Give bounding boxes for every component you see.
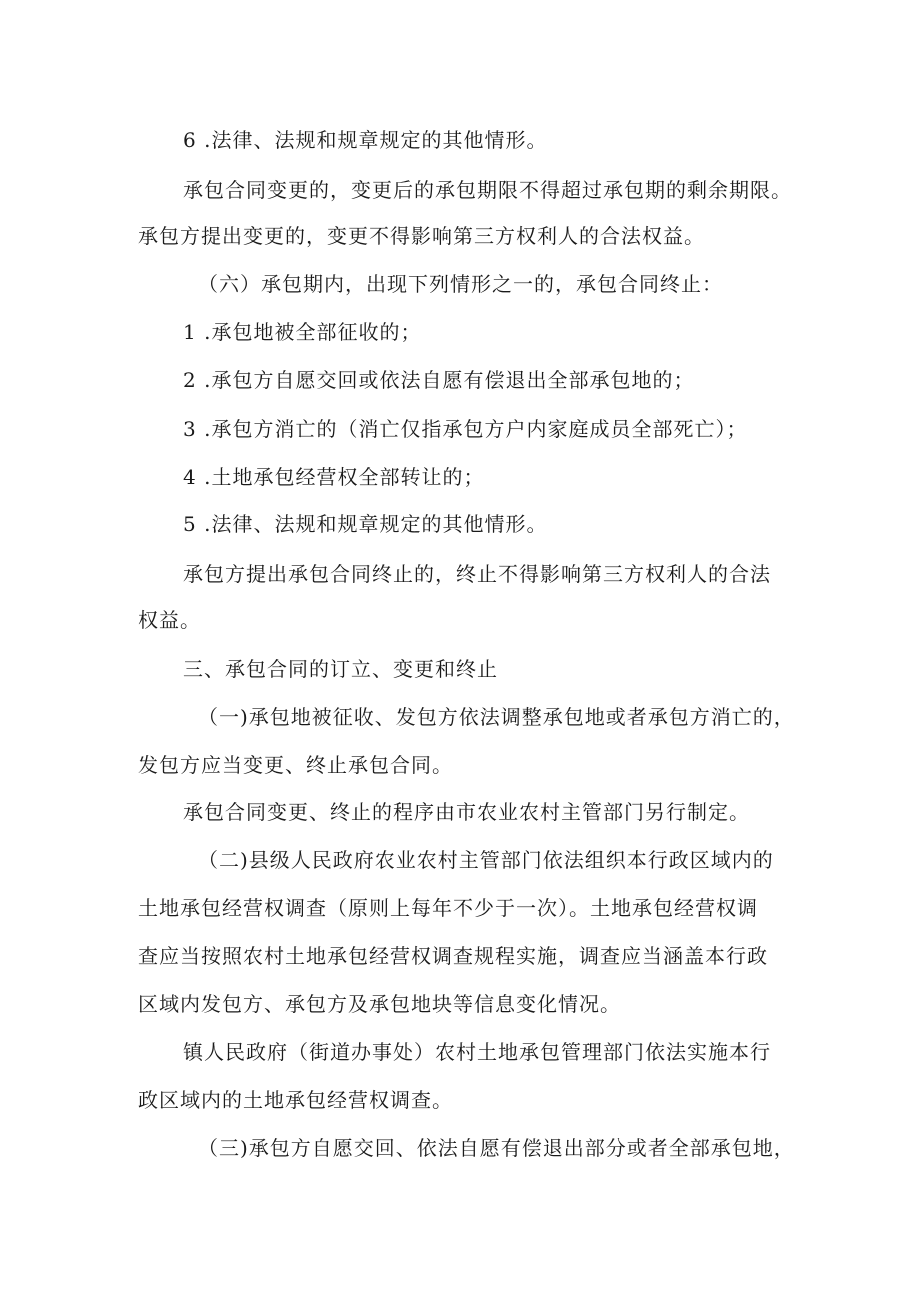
list-item: 5 .法律、法规和规章规定的其他情形。	[183, 512, 548, 536]
paragraph-line: 土地承包经营权调查（原则上每年不少于一次）。土地承包经营权调	[138, 896, 758, 920]
paragraph-line: 镇人民政府（街道办事处）农村土地承包管理部门依法实施本行	[183, 1040, 771, 1064]
paragraph-line: 承包方提出变更的，变更不得影响第三方权利人的合法权益。	[138, 224, 705, 248]
paragraph-line: 承包合同变更的，变更后的承包期限不得超过承包期的剩余期限。	[183, 178, 792, 202]
paragraph-line: 承包方提出承包合同终止的，终止不得影响第三方权利人的合法	[183, 562, 771, 586]
list-item: 2 .承包方自愿交回或依法自愿有偿退出全部承包地的；	[183, 368, 695, 392]
paragraph-line: 政区域内的土地承包经营权调查。	[138, 1088, 453, 1112]
list-item: 1 .承包地被全部征收的；	[183, 320, 422, 344]
paragraph-line: 查应当按照农村土地承包经营权调查规程实施，调查应当涵盖本行政	[138, 944, 768, 968]
paragraph-line: 承包合同变更、终止的程序由市农业农村主管部门另行制定。	[183, 800, 750, 824]
paragraph-line: （一)承包地被征收、发包方依法调整承包地或者承包方消亡的，	[198, 705, 795, 729]
paragraph-line: 6 .法律、法规和规章规定的其他情形。	[183, 128, 548, 152]
paragraph-line: 发包方应当变更、终止承包合同。	[138, 753, 453, 777]
paragraph-line: 权益。	[138, 608, 201, 632]
paragraph-line: （二)县级人民政府农业农村主管部门依法组织本行政区域内的	[198, 848, 774, 872]
list-item: 4 .土地承包经营权全部转让的；	[183, 465, 485, 489]
list-item: 3 .承包方消亡的（消亡仅指承包方户内家庭成员全部死亡）；	[183, 417, 748, 441]
section-heading: 三、承包合同的订立、变更和终止	[183, 657, 498, 681]
paragraph-line: （六）承包期内，出现下列情形之一的，承包合同终止：	[198, 272, 723, 296]
paragraph-line: 区域内发包方、承包方及承包地块等信息变化情况。	[138, 992, 621, 1016]
paragraph-line: （三)承包方自愿交回、依法自愿有偿退出部分或者全部承包地，	[198, 1136, 795, 1160]
